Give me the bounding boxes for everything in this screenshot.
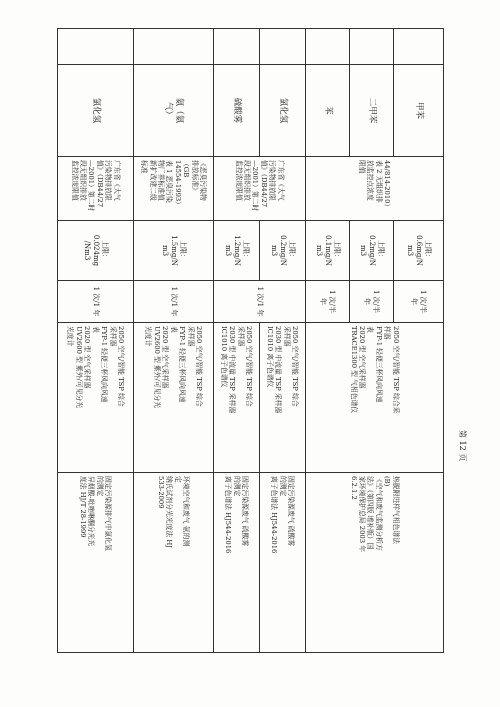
method-cell: 固定污染源废气 硫酸雾 的测定 离子色谱法 HJ544-2016	[214, 473, 260, 653]
instrument-cell: 2050 空气/智能 TSP 综合 采样器 FYP-1 轻便三杯风向风速 表 2020 型 空气采样器 UV2600 型 紫外/可见分光 光度计	[134, 323, 214, 473]
blank-cell	[134, 29, 214, 65]
standard-cell: 《恶臭污染物 排放标准》 （GB 14554-1993） 表 1 恶臭污染 物厂界标准值 新扩改建二级 标准	[134, 157, 214, 221]
standard-cell: 44/814-2010） 表 2 无组织排 放监控点浓度 限值	[306, 157, 444, 221]
limit-cell: 上限： 0.2mg/N m3	[260, 221, 306, 281]
frequency-cell: 1 次/半 年	[394, 281, 444, 323]
pollutant-cell: 氯化氢	[58, 65, 134, 157]
instrument-cell: 2050 空气/智能 TSP 综合 采样器 2030 型 中流量 TSP 采样器 IC1010 离子色谱仪	[260, 323, 306, 473]
limit-cell: 上限： 1.5mg/N m3	[134, 221, 214, 281]
pollutant-cell: 甲苯	[394, 65, 444, 157]
blank-cell	[58, 29, 134, 65]
method-cell: 热脱附进样气相色谱法 (B) 《空气和废气监测分析方 法》（第四版 增补版）国 家环境保护总局 2003 年 6.2.1.2	[306, 473, 444, 653]
blank-cell	[350, 29, 394, 65]
monitoring-table	[57, 28, 444, 653]
pollutant-cell: 氯化氢	[260, 65, 306, 157]
pollutant-cell: 氨（氨 气）	[134, 65, 214, 157]
pollutant-cell: 硫酸雾	[214, 65, 260, 157]
table-row	[58, 29, 134, 653]
frequency-cell: 1 次/半 年	[306, 281, 350, 323]
frequency-cell: 1 次/1 年	[134, 281, 214, 323]
blank-cell	[260, 29, 306, 65]
monitoring-table-rotated	[58, 28, 444, 652]
instrument-cell: 2050 空气/智能 TSP 综合 采样器 2030 型 中流量 TSP 采样器 IC1010 离子色谱仪	[214, 323, 260, 473]
limit-cell: 上限： 0.2mg/N m3	[350, 221, 394, 281]
pollutant-cell: 二甲苯	[350, 65, 394, 157]
table-row	[394, 29, 444, 653]
limit-cell: 上限： 1.2mg/N m3	[214, 221, 260, 281]
method-cell: 环境空气和废气 氨的测 定 纳氏试剂分光光度法 HJ 533-2009	[134, 473, 214, 653]
method-cell: 固定污染源废气 硫酸雾 的测定 离子色谱法 HJ544-2016	[260, 473, 306, 653]
frequency-cell: 1 次/1 年	[214, 281, 306, 323]
page-number: 第 12 页	[458, 430, 467, 462]
frequency-cell: 1 次/半 年	[350, 281, 394, 323]
instrument-cell: 2050 空气/智能 TSP 综合 采样器 FYP-1 轻便三杯风向风速 表 2020 型 空气采样器 UV2600 型 紫外/可见分光 光度计	[58, 323, 134, 473]
blank-cell	[394, 29, 444, 65]
method-cell: 固定污染源排气中氯化氢 的测定 异烟酸-吡唑啉酮分光光 度法 HJ/T 28-1999	[58, 473, 134, 653]
table-row	[134, 29, 214, 653]
frequency-cell: 1 次/1 年	[58, 281, 134, 323]
pollutant-cell: 苯	[306, 65, 350, 157]
limit-cell: 上限： 0.024mg /Nm3	[58, 221, 134, 281]
table-row	[260, 29, 306, 653]
blank-cell	[214, 29, 260, 65]
table-row	[214, 29, 260, 653]
standard-cell: 广东省《大气 污染物排放限 值》（DB44/27 —2001）第二时 段无组织排放 监控浓度限值	[58, 157, 134, 221]
limit-cell: 上限： 0.1mg/N m3	[306, 221, 350, 281]
instrument-cell: 2050 空气/智能 TSP 综合采 样器 FYP-1 轻便三杯风向风速 表 2020 型 空气采样器 TRACE1300 型 气相色谱仪	[306, 323, 444, 473]
standard-cell: 广东省《大气 污染物排放限 值》（DB44/27 —2001）第二时 段无组织排放 监控浓度限值	[214, 157, 306, 221]
limit-cell: 上限： 0.6mg/N m3	[394, 221, 444, 281]
blank-cell	[306, 29, 350, 65]
